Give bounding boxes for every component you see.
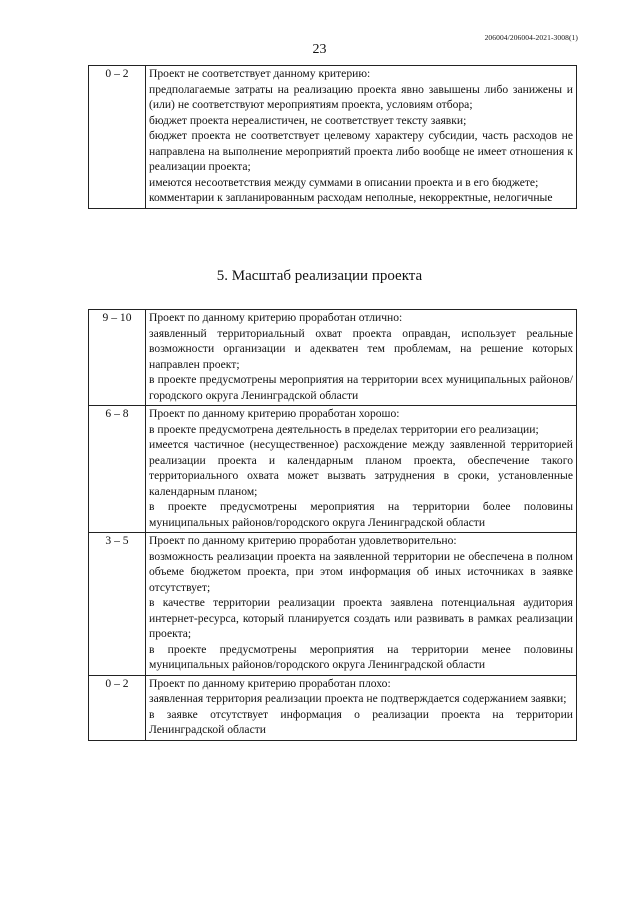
criteria-item: в заявке отсутствует информация о реализации проекта на территории Ленинградской области (149, 707, 573, 736)
criteria-heading: Проект по данному критерию проработан удовлетворительно: (149, 534, 457, 547)
criteria-item: в проекте предусмотрены мероприятия на территории всех муниципальных районов/городского округа Ленинградской области (149, 373, 573, 402)
score-cell: 0 – 2 (89, 675, 146, 740)
criteria-description-cell (146, 675, 577, 740)
criteria-item: в проекте предусмотрены мероприятия на территории менее половины муниципальных районов/городского округа Ленинградской области (149, 642, 573, 671)
table-row (89, 675, 577, 740)
criteria-heading: Проект по данному критерию проработан плохо: (149, 676, 391, 690)
criteria-item: заявленный территориальный охват проекта оправдан, использует реальные возможности организации и адекватен тем проблемам, на решение которых направлен проект; (149, 326, 573, 371)
criteria-description-cell (146, 533, 577, 676)
score-cell: 6 – 8 (89, 406, 146, 533)
criteria-item: предполагаемые затраты на реализацию проекта явно завышены либо занижены и (или) не соответствуют мероприятиям проекта, условиям отбора; (149, 82, 573, 111)
criteria-table-budget (88, 65, 577, 209)
table-row (89, 66, 577, 209)
criteria-item: заявленная территория реализации проекта не подтверждается содержанием заявки; (149, 692, 567, 705)
criteria-description-cell (146, 310, 577, 406)
page-number: 23 (312, 42, 327, 57)
criteria-item: в проекте предусмотрены мероприятия на территории более половины муниципальных районов/городского округа Ленинградской области (149, 500, 573, 529)
score-cell: 9 – 10 (89, 310, 146, 406)
document-id: 206004/206004-2021-3008(1) (484, 33, 578, 42)
criteria-item: бюджет проекта нереалистичен, не соответствует тексту заявки; (149, 113, 467, 127)
table-row (89, 310, 577, 406)
criteria-item: в проекте предусмотрена деятельность в пределах территории его реализации; (149, 422, 539, 436)
criteria-item: имеется частичное (несущественное) расхождение между заявленной территорией реализации проекта и календарным планом проекта, обеспечение такого территориального охвата может вызвать затруднения в сроки, установленные календарным планом; (149, 438, 573, 498)
criteria-item: имеются несоответствия между суммами в описании проекта и в его бюджете; (149, 175, 539, 189)
criteria-description-cell (146, 406, 577, 533)
criteria-item: бюджет проекта не соответствует целевому характеру субсидии, часть расходов не направлена на выполнение мероприятий проекта либо вообще не имеет отношения к реализации проекта; (149, 129, 573, 173)
section-heading: 5. Масштаб реализации проекта (216, 268, 423, 284)
criteria-item: комментарии к запланированным расходам неполные, некорректные, нелогичные (149, 191, 553, 204)
criteria-item: возможность реализации проекта на заявленной территории не обеспечена в полном объеме бюджетом проекта, при этом информация об иных источниках в заявке отсутствует; (149, 549, 573, 594)
score-cell: 0 – 2 (89, 66, 146, 209)
score-cell: 3 – 5 (89, 533, 146, 676)
criteria-table-scale (88, 309, 577, 741)
criteria-heading: Проект не соответствует данному критерию: (149, 67, 371, 80)
table-row (89, 406, 577, 533)
criteria-heading: Проект по данному критерию проработан хорошо: (149, 407, 400, 420)
criteria-description-cell (146, 66, 577, 209)
criteria-item: в качестве территории реализации проекта заявлена потенциальная аудитория интернет-ресурса, который планируется создать или развивать в рамках реализации проекта; (149, 596, 573, 640)
criteria-heading: Проект по данному критерию проработан отлично: (149, 311, 403, 324)
table-row (89, 533, 577, 676)
